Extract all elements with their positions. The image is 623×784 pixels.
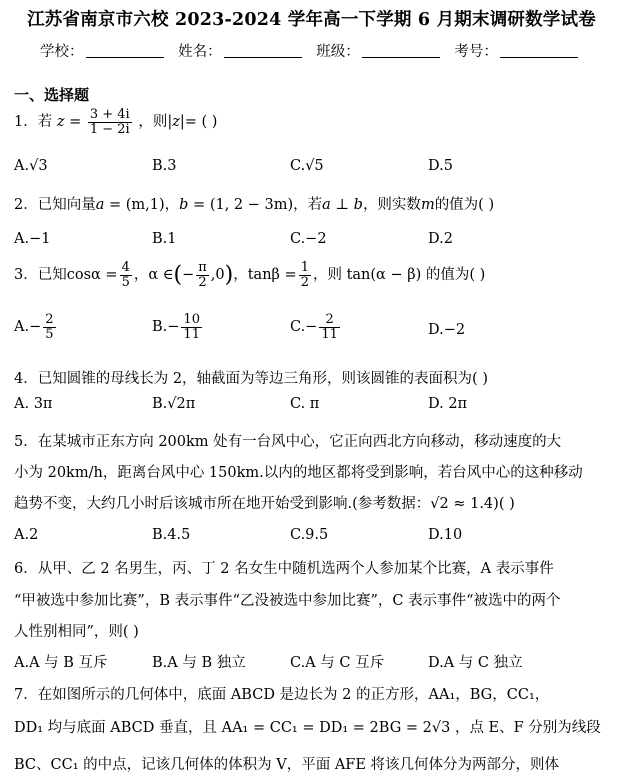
q1-abs: |z|	[167, 114, 185, 131]
question-3-stem: 3．已知cosα = $\frac{4}{5}$ ，α ∈(− $\frac{\pi}{2}$ ,0)，tanβ = $\frac{1}{2}$ ，则 tan(α − β) 的值为( )	[14, 260, 486, 290]
q4-option-c: C. π	[290, 396, 320, 412]
q1-option-a: A.√3	[14, 158, 48, 174]
student-info-row	[40, 40, 588, 61]
school-label: 学校：	[40, 44, 84, 60]
class-label: 班级：	[316, 44, 360, 60]
question-4-stem: 4．已知圆锥的母线长为 2，轴截面为等边三角形，则该圆锥的表面积为( )	[14, 371, 488, 387]
q1-frac-den: 1 − 2i	[89, 121, 130, 137]
class-blank	[362, 43, 440, 58]
question-7-line-1: 7．在如图所示的几何体中，底面 ABCD 是边长为 2 的正方形，AA₁，BG，CC₁，	[14, 687, 550, 703]
q5-option-a: A.2	[14, 527, 39, 543]
q2-perp: a ⊥ b	[322, 197, 363, 213]
q2-a-value: = (m,1)，	[104, 197, 180, 213]
q1-option-c-value: √5	[305, 158, 324, 174]
q2-option-a: A.−1	[14, 231, 51, 247]
q1-option-d: D.5	[428, 158, 453, 174]
q2-option-c: C.−2	[290, 231, 327, 247]
q4-option-b: B.√2π	[152, 396, 196, 412]
q3-prefix: 3．已知	[14, 267, 67, 284]
q2-prefix: 2．已知向量	[14, 197, 96, 213]
question-5-line-3: 趋势不变，大约几小时后该城市所在地开始受到影响.(参考数据：√2 ≈ 1.4)( )	[14, 496, 515, 512]
question-6-line-2: “甲被选中参加比赛”，B 表示事件“乙没被选中参加比赛”，C 表示事件“被选中的两个	[14, 593, 561, 609]
q4-option-a: A. 3π	[14, 396, 53, 412]
q2-option-b: B.1	[152, 231, 177, 247]
q2-vector-a: a	[95, 197, 105, 213]
question-5-line-2: 小为 20km/h，距离台风中心 150km.以内的地区都将受到影响，若台风中心的这种移动	[14, 465, 583, 481]
q1-prefix: 1．若	[14, 114, 53, 131]
q1-option-b: B.3	[152, 158, 177, 174]
exam-no-label: 考号：	[454, 44, 498, 60]
q1-z: z =	[56, 114, 82, 131]
question-5-line-1: 5．在某城市正东方向 200km 处有一台风中心，它正向西北方向移动，移动速度的大	[14, 434, 562, 450]
q3-cos: cosα =	[66, 267, 118, 284]
q6-option-c: C.A 与 C 互斥	[290, 655, 385, 671]
q1-frac-num: 3 + 4i	[89, 107, 130, 122]
question-1-stem	[14, 108, 217, 136]
q3-option-a: A.− $\frac{2}{5}$	[14, 312, 54, 342]
q2-end: 的值为( )	[434, 197, 495, 213]
exam-no-blank	[500, 43, 578, 58]
q6-option-b: B.A 与 B 独立	[152, 655, 246, 671]
page-title: 江苏省南京市六校 2023-2024 学年高一下学期 6 月期末调研数学试卷	[27, 10, 596, 30]
q3-option-d: D.−2	[428, 322, 466, 338]
q2-m: m	[420, 197, 435, 213]
question-6-line-1: 6．从甲、乙 2 名男生，丙、丁 2 名女生中随机选两个人参加某个比赛，A 表示事件	[14, 561, 554, 577]
school-blank	[86, 43, 164, 58]
name-label: 姓名：	[178, 44, 222, 60]
q1-end: = ( )	[184, 114, 218, 131]
question-6-line-3: 人性别相同”，则( )	[14, 624, 139, 640]
q1-option-c: C.√5	[290, 158, 324, 174]
section-title: 一、选择题	[14, 86, 90, 104]
q3-alpha-in: ，α ∈	[133, 267, 174, 284]
q2-b-value: = (1, 2 − 3m)，若	[188, 197, 323, 213]
q3-tan: ，tanβ =	[233, 267, 297, 284]
question-2-stem	[14, 193, 494, 214]
q3-end: ，则 tan(α − β) 的值为( )	[312, 267, 486, 284]
q5-option-b: B.4.5	[152, 527, 191, 543]
q6-option-d: D.A 与 C 独立	[428, 655, 523, 671]
question-7-line-2: DD₁ 均与底面 ABCD 垂直，且 AA₁ = CC₁ = DD₁ = 2BG = 2√3 ，点 E、F 分别为线段	[14, 720, 601, 736]
q6-option-a: A.A 与 B 互斥	[14, 655, 108, 671]
q3-option-b: B.− $\frac{10}{11}$	[152, 312, 200, 342]
q2-option-d: D.2	[428, 231, 453, 247]
q3-pi-frac: $\frac{\pi}{2}$	[198, 260, 207, 290]
q4-option-b-sqrt: √2	[167, 396, 186, 412]
q2-then: ，则实数	[362, 197, 421, 213]
q5-reference: √2 ≈ 1.4)	[430, 496, 499, 512]
name-blank	[224, 43, 302, 58]
q5-option-c: C.9.5	[290, 527, 329, 543]
q3-tan-frac: $\frac{1}{2}$	[300, 260, 309, 290]
question-7-line-3: BC、CC₁ 的中点，记该几何体的体积为 V，平面 AFE 将该几何体分为两部分，则体	[14, 757, 560, 773]
q4-option-d: D. 2π	[428, 396, 468, 412]
q3-option-c: C.− $\frac{2}{11}$	[290, 312, 338, 342]
q1-fraction	[88, 108, 132, 136]
q1-option-a-value: √3	[29, 158, 48, 174]
q2-vector-b: b	[179, 197, 189, 213]
q3-cos-frac: $\frac{4}{5}$	[121, 260, 130, 290]
q5-option-d: D.10	[428, 527, 463, 543]
q1-then: ，则	[138, 114, 168, 131]
